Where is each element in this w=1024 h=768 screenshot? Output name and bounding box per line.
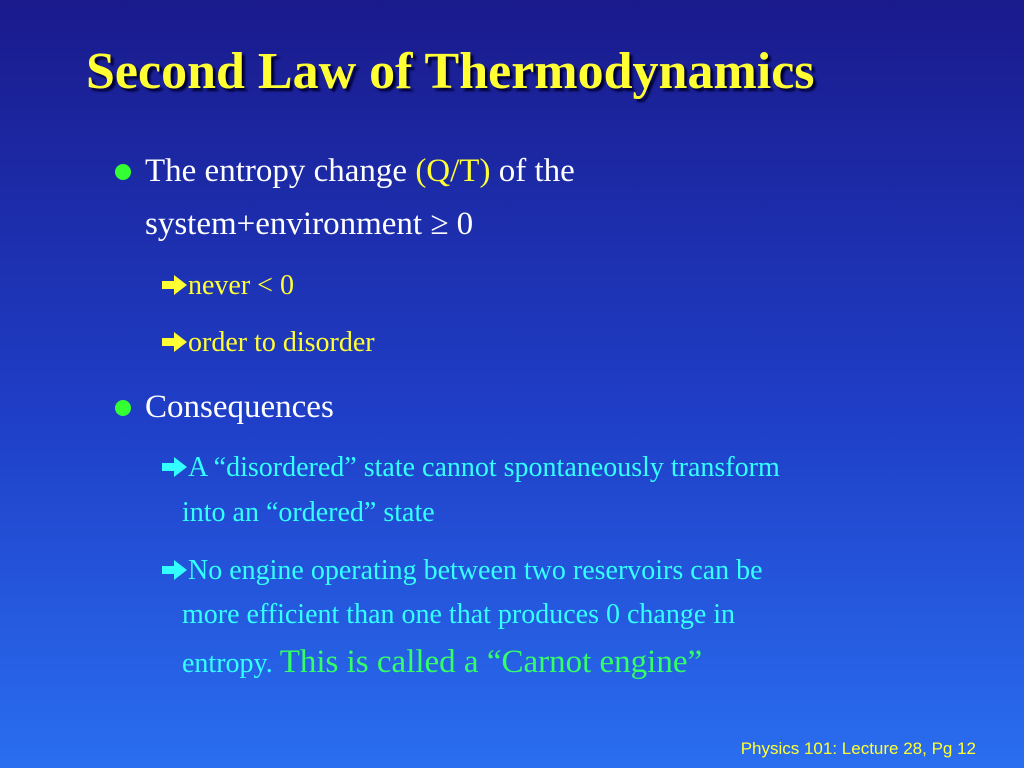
consequence-1-line-1 — [160, 452, 780, 484]
bullet-dot-1 — [115, 164, 131, 180]
bullet-2-label: Consequences — [145, 389, 334, 425]
bullet-1-line-1 — [145, 153, 575, 190]
slide-footer: Physics 101: Lecture 28, Pg 12 — [740, 739, 976, 758]
consequence-2-line-1 — [160, 555, 763, 587]
bullet-dot-2 — [115, 400, 131, 416]
sub-bullet-text: never < 0 — [188, 270, 294, 301]
arrow-right-icon — [160, 331, 188, 353]
arrow-right-icon — [160, 456, 188, 478]
arrow-right-icon — [160, 559, 188, 581]
sub-bullet-never — [160, 270, 294, 302]
slide-title: Second Law of Thermodynamics — [86, 43, 815, 100]
consequence-2-text: No engine operating between two reservoirs can be — [188, 555, 763, 586]
sub-bullet-order — [160, 327, 375, 359]
consequence-2-text-end: entropy. — [182, 648, 280, 679]
consequence-2-line-2: more efficient than one that produces 0 change in — [182, 599, 736, 630]
entropy-formula: (Q/T) — [415, 153, 491, 189]
sub-bullet-text: order to disorder — [188, 327, 375, 358]
bullet-1-text-end: of the — [490, 153, 575, 189]
arrow-right-icon — [160, 274, 188, 296]
consequence-2-line-3 — [182, 644, 702, 681]
consequence-1-line-2: into an “ordered” state — [182, 497, 435, 528]
carnot-engine-note: This is called a “Carnot engine” — [279, 644, 703, 680]
consequence-1-text: A “disordered” state cannot spontaneously transform — [188, 452, 780, 483]
bullet-1-line-2: system+environment ≥ 0 — [145, 206, 474, 242]
bullet-1-text: The entropy change — [145, 153, 416, 189]
